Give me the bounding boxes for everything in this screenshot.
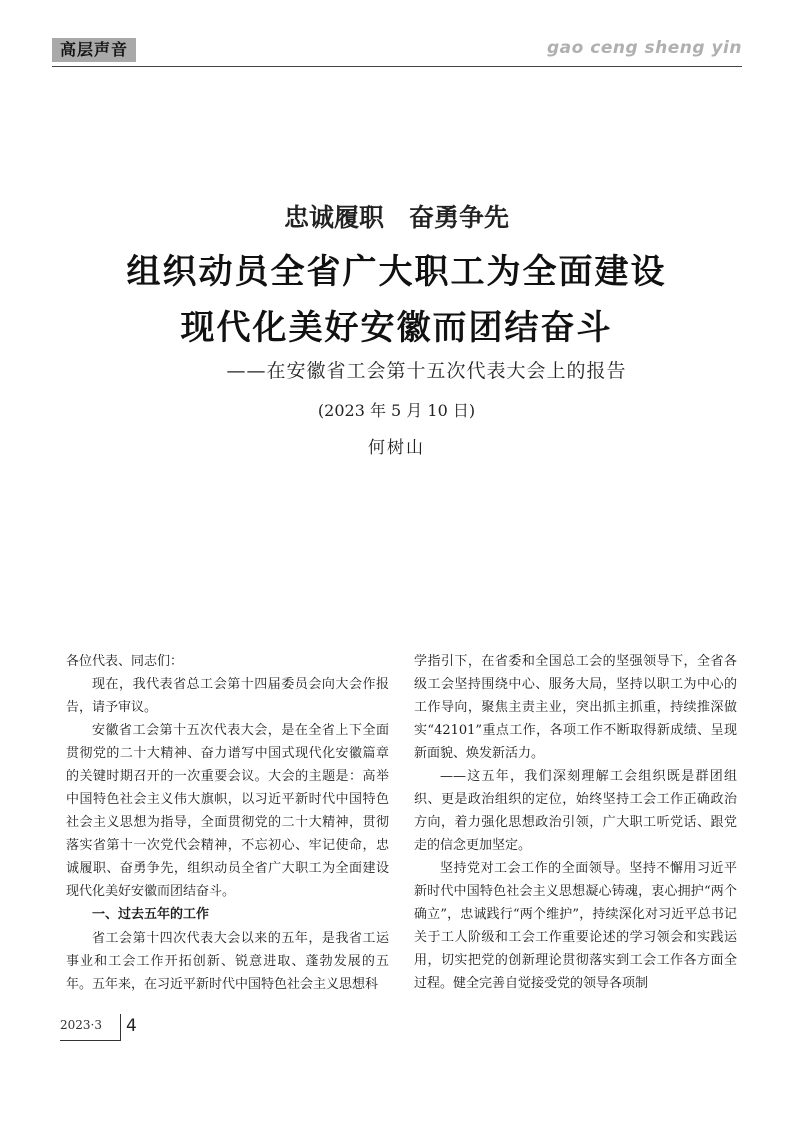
body-column-left [66, 650, 389, 996]
paragraph: 省工会第十四次代表大会以来的五年，是我省工运事业和工会工作开拓创新、锐意进取、蓬勃发展的五年。五年来，在习近平新时代中国特色社会主义思想科 [66, 931, 389, 992]
section-pinyin: gao ceng sheng yin [547, 38, 742, 58]
footer-divider [120, 1014, 121, 1040]
paragraph-continued: 学指引下，在省委和全国总工会的坚强领导下，全省各级工会坚持围绕中心、服务大局，坚持以职工为中心的工作导向，聚焦主责主业，突出抓主抓重，持续推深做实“42101”重点工作，各项工作不断取得新成绩、呈现新面貌、焕发新活力。 [414, 654, 737, 761]
page-header [52, 36, 742, 67]
article-author: 何树山 [368, 438, 425, 458]
paragraph: 安徽省工会第十五次代表大会，是在全省上下全面贯彻党的二十大精神、奋力谱写中国式现代化安徽篇章的关键时期召开的一次重要会议。大会的主题是：高举中国特色社会主义伟大旗帜，以习近平新时代中国特色社会主义思想为指导，全面贯彻党的二十大精神，贯彻落实省第十一次党代会精神，不忘初心、牢记使命，忠诚履职、奋勇争先，组织动员全省广大职工为全面建设现代化美好安徽而团结奋斗。 [66, 723, 389, 899]
article-title-line1: 组织动员全省广大职工为全面建设 [126, 252, 667, 292]
page-number: 4 [126, 1016, 137, 1036]
body-column-right [414, 650, 737, 995]
issue-number: 2023·3 [60, 1018, 102, 1032]
section-label: 高层声音 [52, 38, 136, 62]
section-heading: 一、过去五年的工作 [92, 907, 210, 922]
article-kicker: 忠诚履职 奋勇争先 [283, 203, 509, 232]
article-title-line2: 现代化美好安徽而团结奋斗 [180, 308, 613, 348]
article-date: (2023 年 5 月 10 日) [317, 401, 476, 420]
article-subtitle: ——在安徽省工会第十五次代表大会上的报告 [226, 360, 627, 382]
salutation: 各位代表、同志们： [66, 654, 184, 669]
footer-underline [60, 1040, 121, 1041]
paragraph: 现在，我代表省总工会第十四届委员会向大会作报告，请予审议。 [66, 677, 389, 715]
paragraph: ——这五年，我们深刻理解工会组织既是群团组织、更是政治组织的定位，始终坚持工会工作正确政治方向，着力强化思想政治引领，广大职工听党话、跟党走的信念更加坚定。 [414, 769, 737, 853]
paragraph: 坚持党对工会工作的全面领导。坚持不懈用习近平新时代中国特色社会主义思想凝心铸魂，衷心拥护“两个确立”，忠诚践行“两个维护”，持续深化对习近平总书记关于工人阶级和工会工作重要论述的学习领会和实践运用，切实把党的创新理论贯彻落实到工会工作各方面全过程。健全完善自觉接受党的领导各项制 [414, 861, 737, 991]
